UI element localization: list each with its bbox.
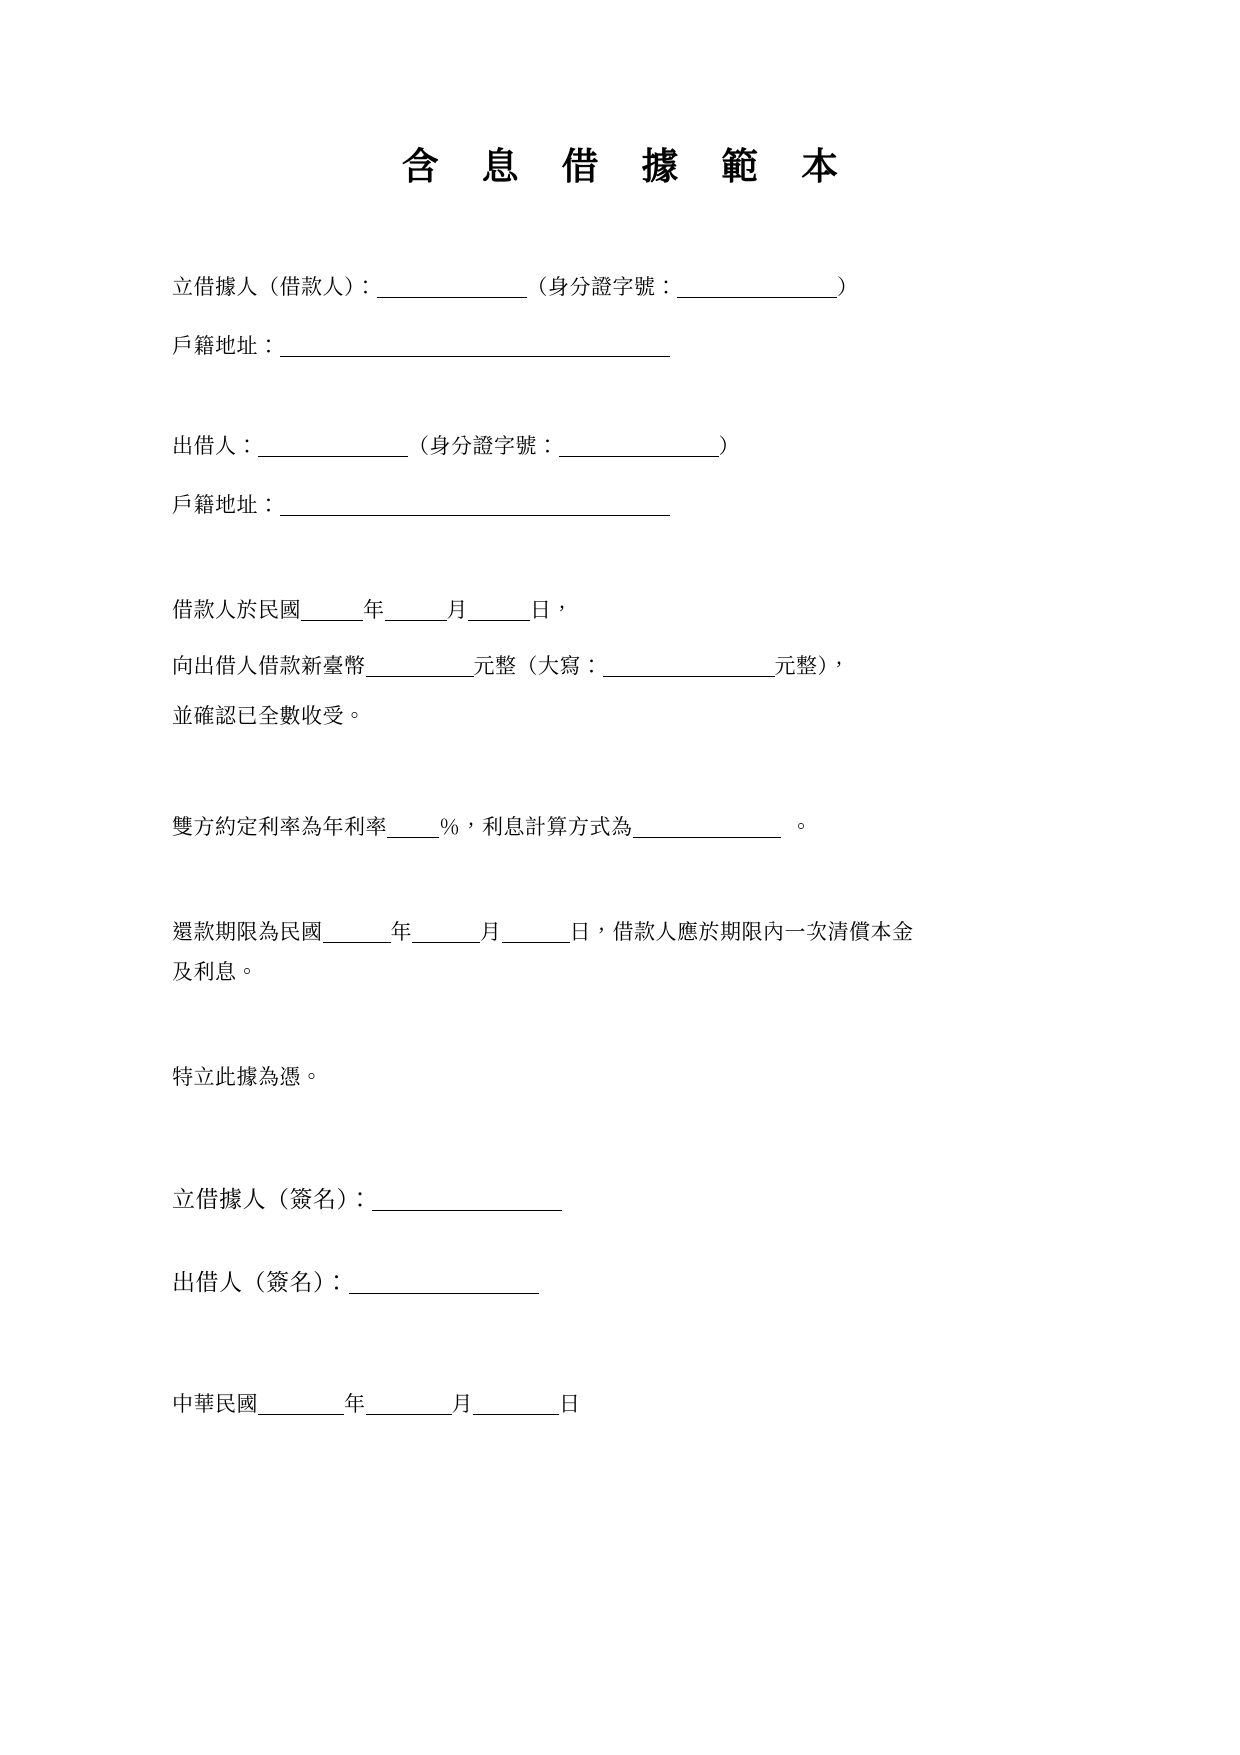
repayment-prefix: 還款期限為民國	[172, 920, 323, 944]
borrower-id-input[interactable]	[677, 279, 837, 298]
repayment-year-label: 年	[390, 920, 412, 944]
roc-year-label: 年	[344, 1392, 366, 1416]
lender-id-label-open: （身分證字號：	[408, 434, 559, 458]
borrower-signature-label: 立借據人（簽名）：	[172, 1187, 372, 1213]
lender-address-label: 戶籍地址：	[172, 493, 280, 517]
repayment-clause	[172, 922, 1107, 943]
loan-clause-amount-line	[172, 656, 1107, 677]
loan-amount-prefix: 向出借人借款新臺幣	[172, 654, 366, 678]
loan-year-label: 年	[363, 598, 385, 622]
roc-month-input[interactable]	[366, 1396, 452, 1415]
loan-month-label: 月	[446, 598, 468, 622]
lender-signature-input[interactable]	[349, 1275, 539, 1294]
attestation-clause	[172, 1067, 1107, 1088]
interest-prefix: 雙方約定利率為年利率	[172, 815, 387, 839]
lender-section	[172, 436, 1107, 457]
lender-name-line	[172, 436, 1107, 457]
loan-confirm-text: 並確認已全數收受。	[172, 704, 366, 728]
roc-month-label: 月	[451, 1392, 473, 1416]
repayment-day-input[interactable]	[502, 924, 570, 943]
lender-address-line	[172, 495, 1107, 516]
borrower-address-label: 戶籍地址：	[172, 334, 280, 358]
loan-amount-unit-close: 元整），	[774, 654, 850, 678]
borrower-id-label-open: （身分證字號：	[526, 275, 677, 299]
lender-signature-section	[172, 1272, 1107, 1295]
loan-amount-input[interactable]	[366, 658, 474, 677]
loan-amount-unit: 元整（大寫：	[473, 654, 603, 678]
repayment-line-2-text: 及利息。	[172, 960, 258, 984]
borrower-name-line	[172, 277, 1107, 298]
interest-rate-input[interactable]	[387, 819, 439, 838]
loan-date-prefix: 借款人於民國	[172, 598, 301, 622]
loan-clause-date-line	[172, 600, 1107, 621]
roc-day-label: 日	[559, 1392, 581, 1416]
repayment-line-1	[172, 922, 1107, 943]
repayment-month-input[interactable]	[412, 924, 480, 943]
borrower-address-section	[172, 336, 1107, 357]
lender-name-input[interactable]	[258, 438, 408, 457]
borrower-section	[172, 277, 1107, 298]
lender-id-input[interactable]	[559, 438, 719, 457]
lender-signature-label: 出借人（簽名）：	[172, 1270, 349, 1296]
loan-amount-capital-input[interactable]	[603, 658, 775, 677]
repayment-year-input[interactable]	[323, 924, 391, 943]
interest-percent-label: ％，利息計算方式為	[439, 815, 633, 839]
attestation-text: 特立此據為憑。	[172, 1065, 323, 1089]
lender-address-section	[172, 495, 1107, 516]
repayment-month-label: 月	[480, 920, 502, 944]
page-title: 含 息 借 據 範 本	[401, 144, 854, 188]
roc-day-input[interactable]	[473, 1396, 559, 1415]
borrower-signature-section	[172, 1189, 1107, 1212]
borrower-name-label: 立借據人（借款人）：	[172, 275, 377, 299]
interest-method-input[interactable]	[633, 819, 781, 838]
borrower-id-label-close: ）	[837, 275, 859, 299]
loan-month-input[interactable]	[385, 602, 447, 621]
lender-name-label: 出借人：	[172, 434, 258, 458]
borrower-signature-input[interactable]	[372, 1192, 562, 1211]
loan-year-input[interactable]	[301, 602, 363, 621]
loan-clause-confirm-line	[172, 706, 1107, 727]
repayment-clause-line-2	[172, 962, 1107, 983]
roc-date-prefix: 中華民國	[172, 1392, 258, 1416]
borrower-address-line	[172, 336, 1107, 357]
borrower-name-input[interactable]	[377, 279, 527, 298]
loan-day-label: 日，	[530, 598, 573, 622]
roc-year-input[interactable]	[258, 1396, 344, 1415]
borrower-address-input[interactable]	[280, 338, 670, 357]
roc-date-line	[172, 1394, 1107, 1415]
repayment-day-label: 日，借款人應於期限內一次清償本金	[569, 920, 914, 944]
loan-day-input[interactable]	[468, 602, 530, 621]
lender-id-label-close: ）	[718, 434, 740, 458]
interest-clause	[172, 817, 1107, 838]
interest-suffix: 。	[790, 815, 812, 839]
lender-address-input[interactable]	[280, 497, 670, 516]
